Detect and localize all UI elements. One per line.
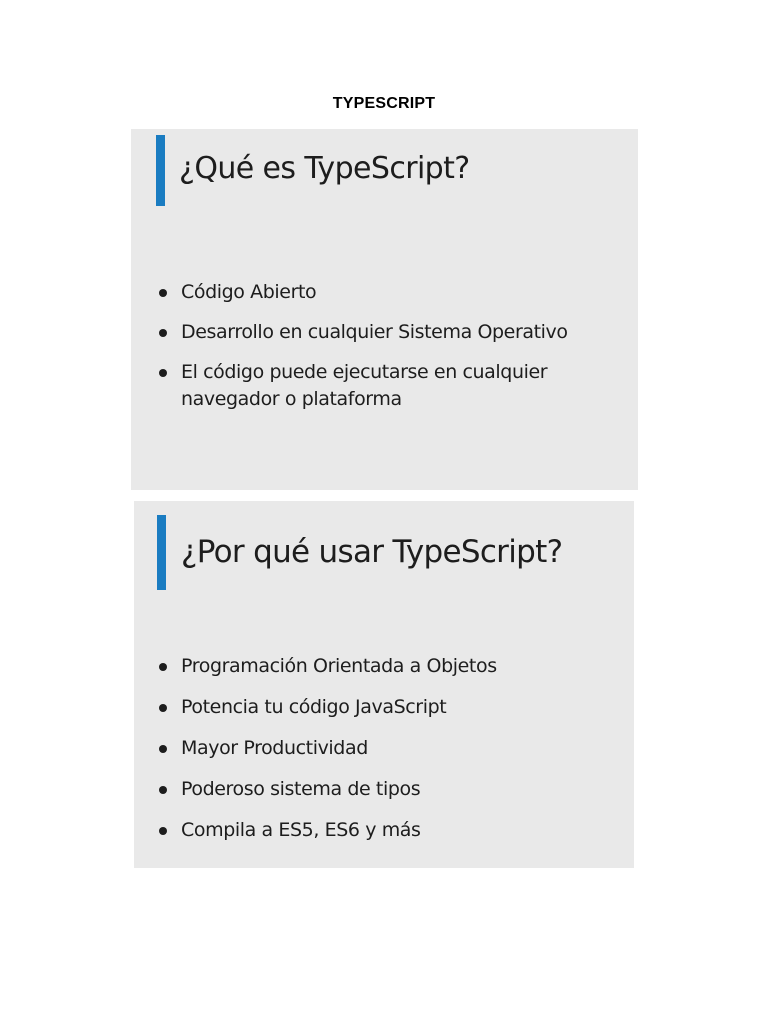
list-item	[157, 653, 597, 680]
list-item-text: El código puede ejecutarse en cualquier navegador o plataforma	[181, 361, 548, 410]
list-item	[157, 694, 597, 721]
list-item	[157, 817, 597, 844]
accent-bar	[156, 135, 165, 206]
list-item	[157, 359, 597, 413]
list-item-text: Programación Orientada a Objetos	[181, 655, 497, 677]
list-item	[157, 319, 597, 346]
document-title: TYPESCRIPT	[332, 95, 436, 112]
list-item	[157, 279, 597, 306]
list-item-text: Potencia tu código JavaScript	[181, 696, 447, 718]
list-item-text: Poderoso sistema de tipos	[181, 778, 421, 800]
list-item	[157, 735, 597, 762]
bullet-list	[157, 279, 597, 426]
slide-why-use-typescript	[134, 501, 634, 868]
slide-heading: ¿Por qué usar TypeScript?	[181, 534, 563, 570]
slide-heading: ¿Qué es TypeScript?	[179, 151, 470, 186]
bullet-dot-icon	[159, 289, 167, 297]
accent-bar	[157, 515, 166, 590]
list-item-text: Compila a ES5, ES6 y más	[181, 819, 421, 841]
list-item-text: Mayor Productividad	[181, 737, 368, 759]
bullet-dot-icon	[159, 745, 167, 753]
list-item	[157, 776, 597, 803]
bullet-dot-icon	[159, 786, 167, 794]
bullet-dot-icon	[159, 704, 167, 712]
bullet-list	[157, 653, 597, 858]
list-item-text: Desarrollo en cualquier Sistema Operativo	[181, 321, 568, 343]
slide-what-is-typescript	[131, 129, 638, 490]
bullet-dot-icon	[159, 827, 167, 835]
bullet-dot-icon	[159, 329, 167, 337]
list-item-text: Código Abierto	[181, 281, 317, 303]
bullet-dot-icon	[159, 663, 167, 671]
bullet-dot-icon	[159, 369, 167, 377]
